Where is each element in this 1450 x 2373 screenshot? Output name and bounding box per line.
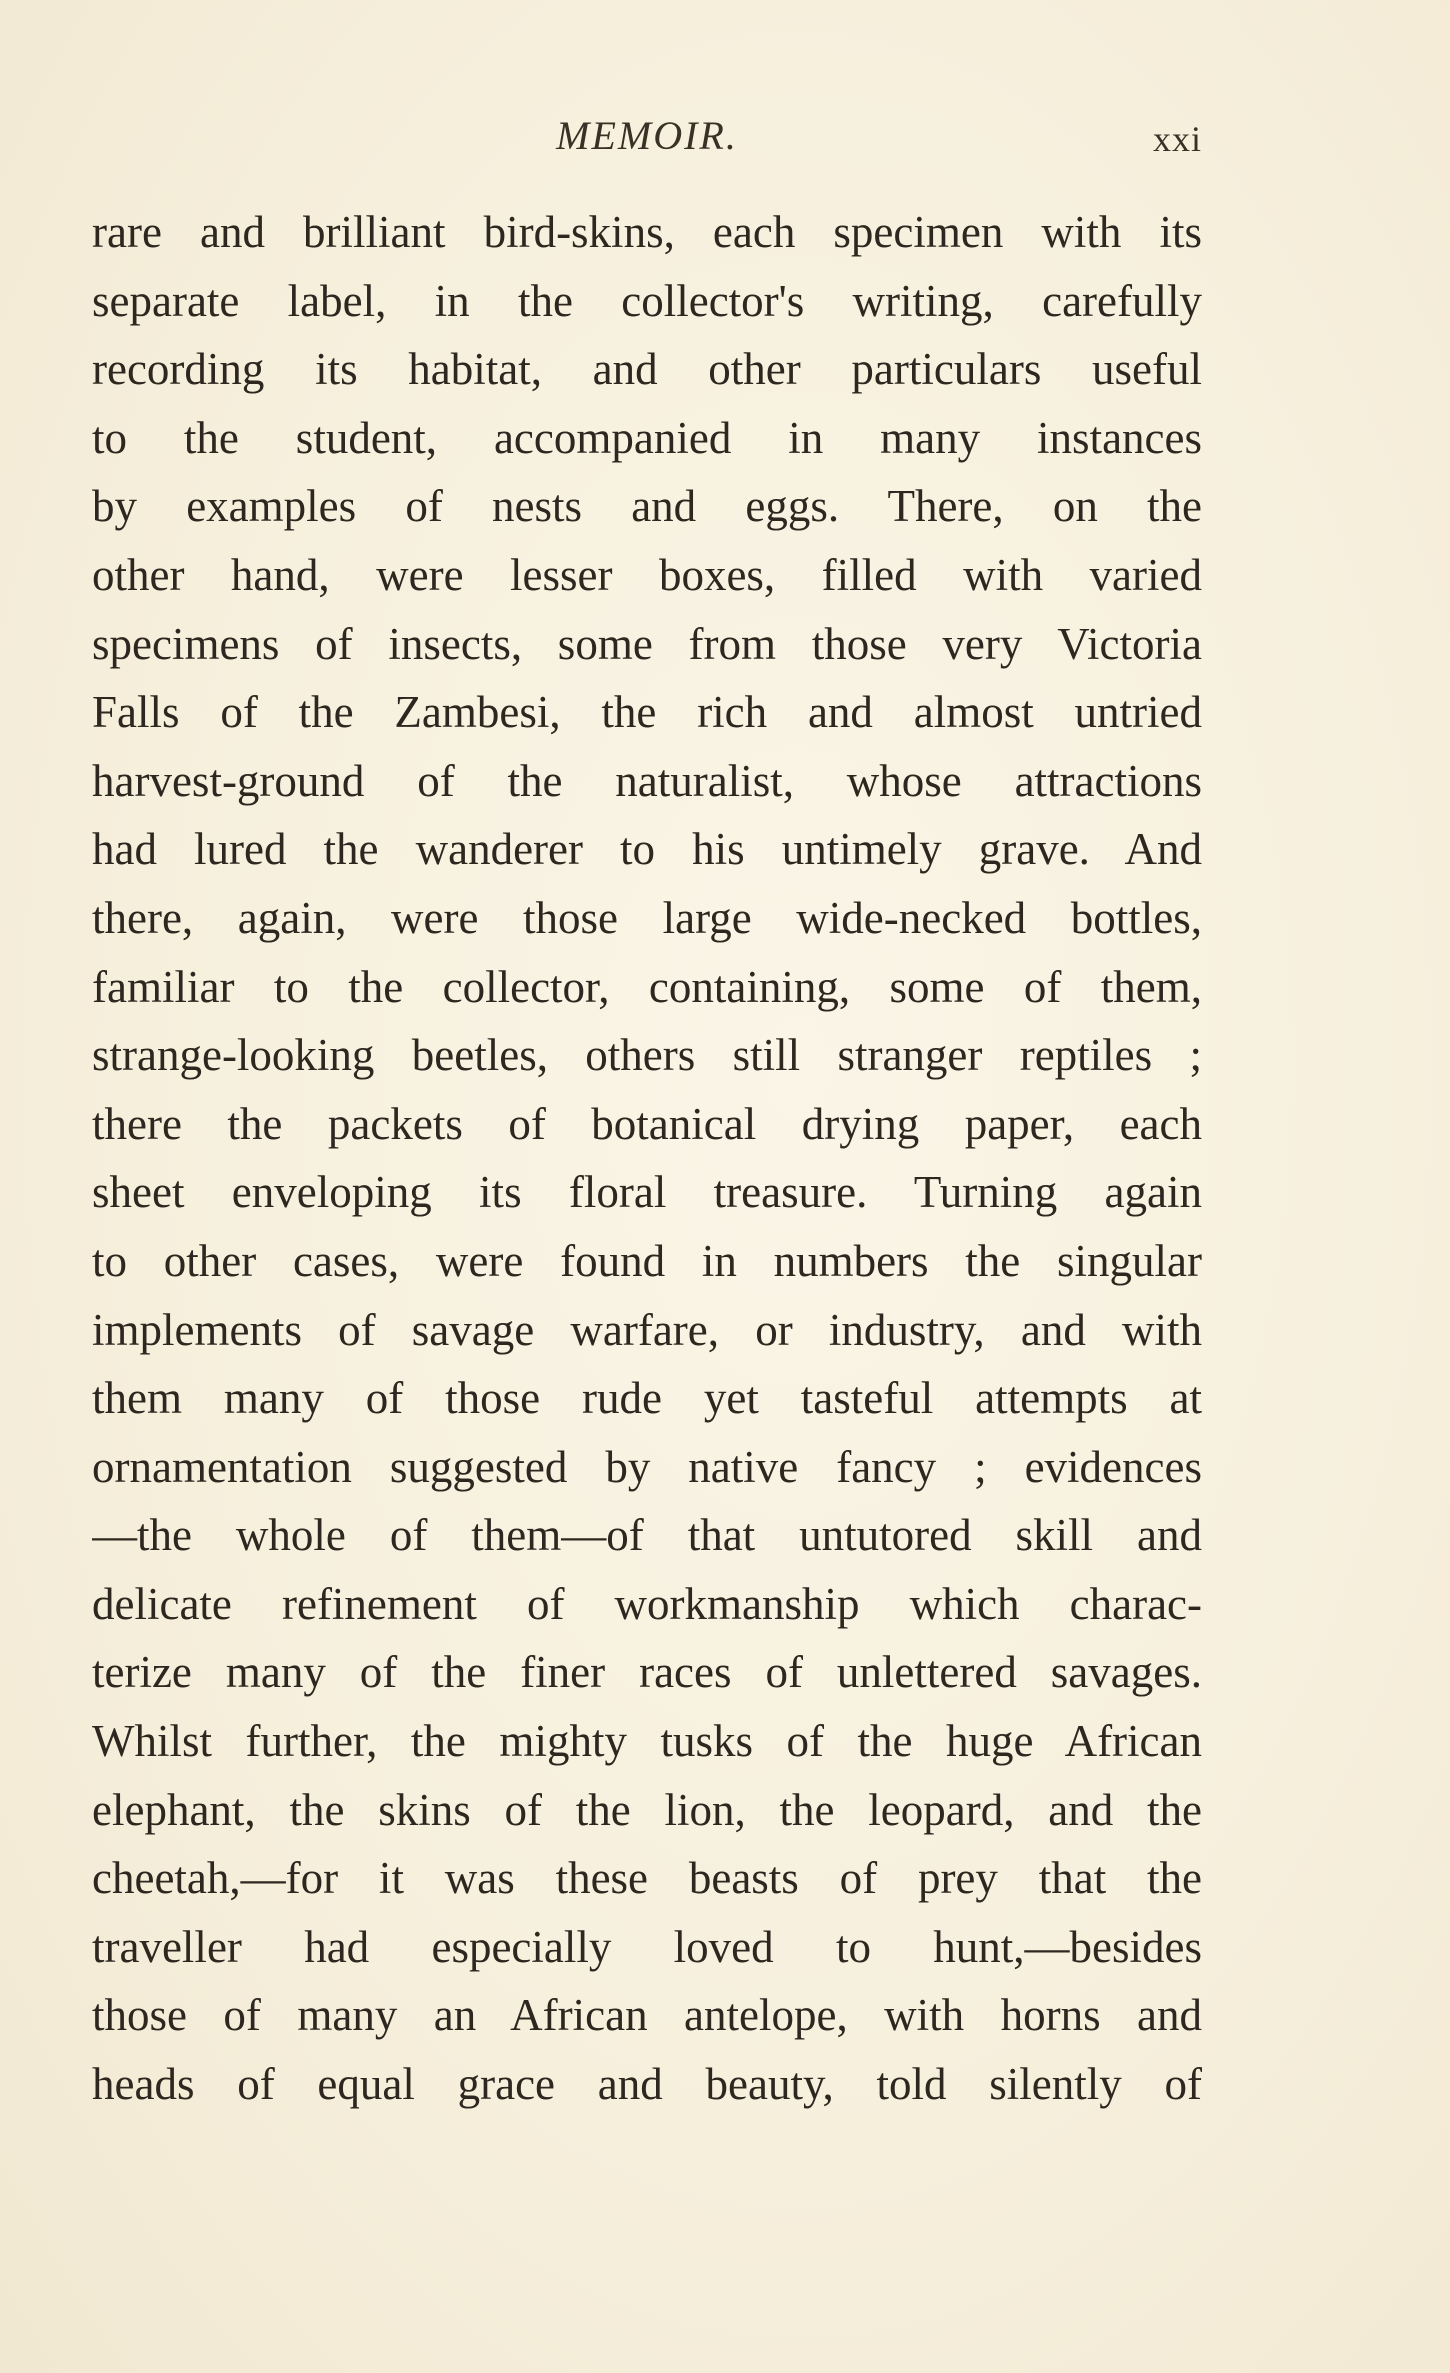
text-line: Falls of the Zambesi, the rich and almost untried [92,687,1202,738]
page-header [92,112,1202,172]
text-line: to other cases, were found in numbers the singular [92,1235,1202,1286]
text-line: harvest-ground of the naturalist, whose attractions [92,755,1202,806]
text-line: there, again, were those large wide-necked bottles, [92,892,1202,943]
text-line: specimens of insects, some from those very Victoria [92,618,1202,669]
text-line: heads of equal grace and beauty, told silently of [92,2059,1202,2110]
text-line: there the packets of botanical drying paper, each [92,1098,1202,1149]
text-line: had lured the wanderer to his untimely grave. And [92,824,1202,875]
text-line: recording its habitat, and other particulars useful [92,344,1202,395]
text-line: by examples of nests and eggs. There, on the [92,481,1202,532]
text-line: separate label, in the collector's writing, carefully [92,275,1202,326]
text-line: them many of those rude yet tasteful attempts at [92,1373,1202,1424]
text-line: implements of savage warfare, or industry, and with [92,1304,1202,1355]
text-line: terize many of the finer races of unlettered savages. [92,1647,1202,1698]
text-line: familiar to the collector, containing, some of them, [92,961,1202,1012]
body-text [92,198,1202,2119]
text-line: elephant, the skins of the lion, the leopard, and the [92,1784,1202,1835]
running-title: MEMOIR. [556,113,738,158]
text-line: traveller had especially loved to hunt,—besides [92,1921,1202,1972]
text-line: to the student, accompanied in many instances [92,412,1202,463]
text-line: cheetah,—for it was these beasts of prey that the [92,1853,1202,1904]
text-line: those of many an African antelope, with horns and [92,1990,1202,2041]
text-line: delicate refinement of workmanship which charac- [92,1578,1202,1629]
page-number: xxi [1152,119,1202,159]
text-line: rare and brilliant bird-skins, each specimen with its [92,207,1202,257]
text-line: —the whole of them—of that untutored skill and [92,1510,1202,1561]
text-line: strange-looking beetles, others still stranger reptiles ; [92,1030,1202,1081]
text-line: ornamentation suggested by native fancy ; evidences [92,1441,1202,1492]
text-line: sheet enveloping its floral treasure. Turning again [92,1167,1202,1218]
text-line: other hand, were lesser boxes, filled with varied [92,549,1202,600]
text-line: Whilst further, the mighty tusks of the huge African [92,1716,1202,1767]
